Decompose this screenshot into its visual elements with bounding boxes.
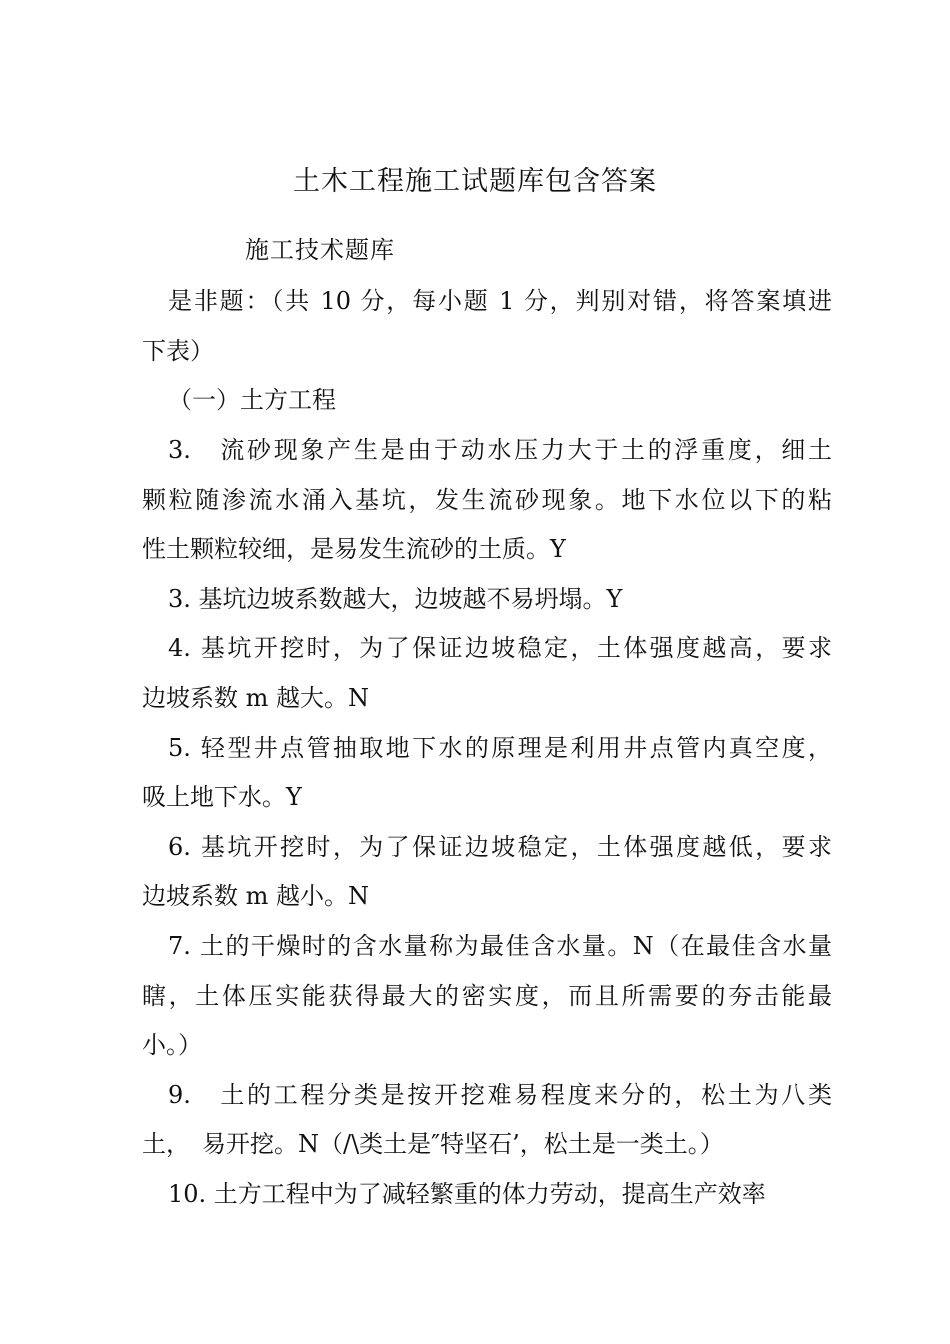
section-heading: （一）土方工程	[168, 386, 336, 414]
paragraph-line: 是非题：（共 10 分，每小题 1 分，判别对错，将答案填进	[168, 287, 832, 315]
paragraph-line: 10. 土方工程中为了减轻繁重的体力劳动，提高生产效率	[168, 1180, 766, 1208]
paragraph-line: 6. 基坑开挖时，为了保证边坡稳定，土体强度越低，要求	[168, 833, 832, 861]
paragraph-line: 9. 土的工程分类是按开挖难易程度来分的，松土为八类	[168, 1081, 832, 1109]
paragraph-line: 边坡系数 m 越大。N	[142, 684, 370, 712]
paragraph-line: 边坡系数 m 越小。N	[142, 882, 370, 910]
paragraph-line: 小。）	[142, 1031, 202, 1059]
paragraph-line: 7. 土的干燥时的含水量称为最佳含水量。N（在最佳含水量	[168, 932, 832, 960]
paragraph-line: 4. 基坑开挖时，为了保证边坡稳定，土体强度越高，要求	[168, 634, 832, 662]
paragraph-line: 5. 轻型井点管抽取地下水的原理是利用井点管内真空度，	[168, 734, 832, 762]
paragraph-line: 性土颗粒较细，是易发生流砂的土质。Y	[142, 535, 566, 563]
paragraph-line: 下表）	[142, 337, 214, 365]
paragraph-line: 土， 易开挖。N（/\类土是″特坚石’，松土是一类土。）	[142, 1130, 724, 1158]
paragraph-line: 颗粒随渗流水涌入基坑，发生流砂现象。地下水位以下的粘	[142, 486, 832, 514]
paragraph-line: 吸上地下水。Y	[142, 783, 302, 811]
document-subtitle: 施工技术题库	[245, 236, 395, 264]
paragraph-line: 3. 基坑边坡系数越大，边坡越不易坍塌。Y	[168, 585, 623, 613]
paragraph-line: 3. 流砂现象产生是由于动水压力大于土的浮重度，细土	[168, 436, 832, 464]
paragraph-line: 瞎，土体压实能获得最大的密实度，而且所需要的夯击能最	[142, 982, 832, 1010]
document-title: 土木工程施工试题库包含答案	[293, 166, 657, 197]
